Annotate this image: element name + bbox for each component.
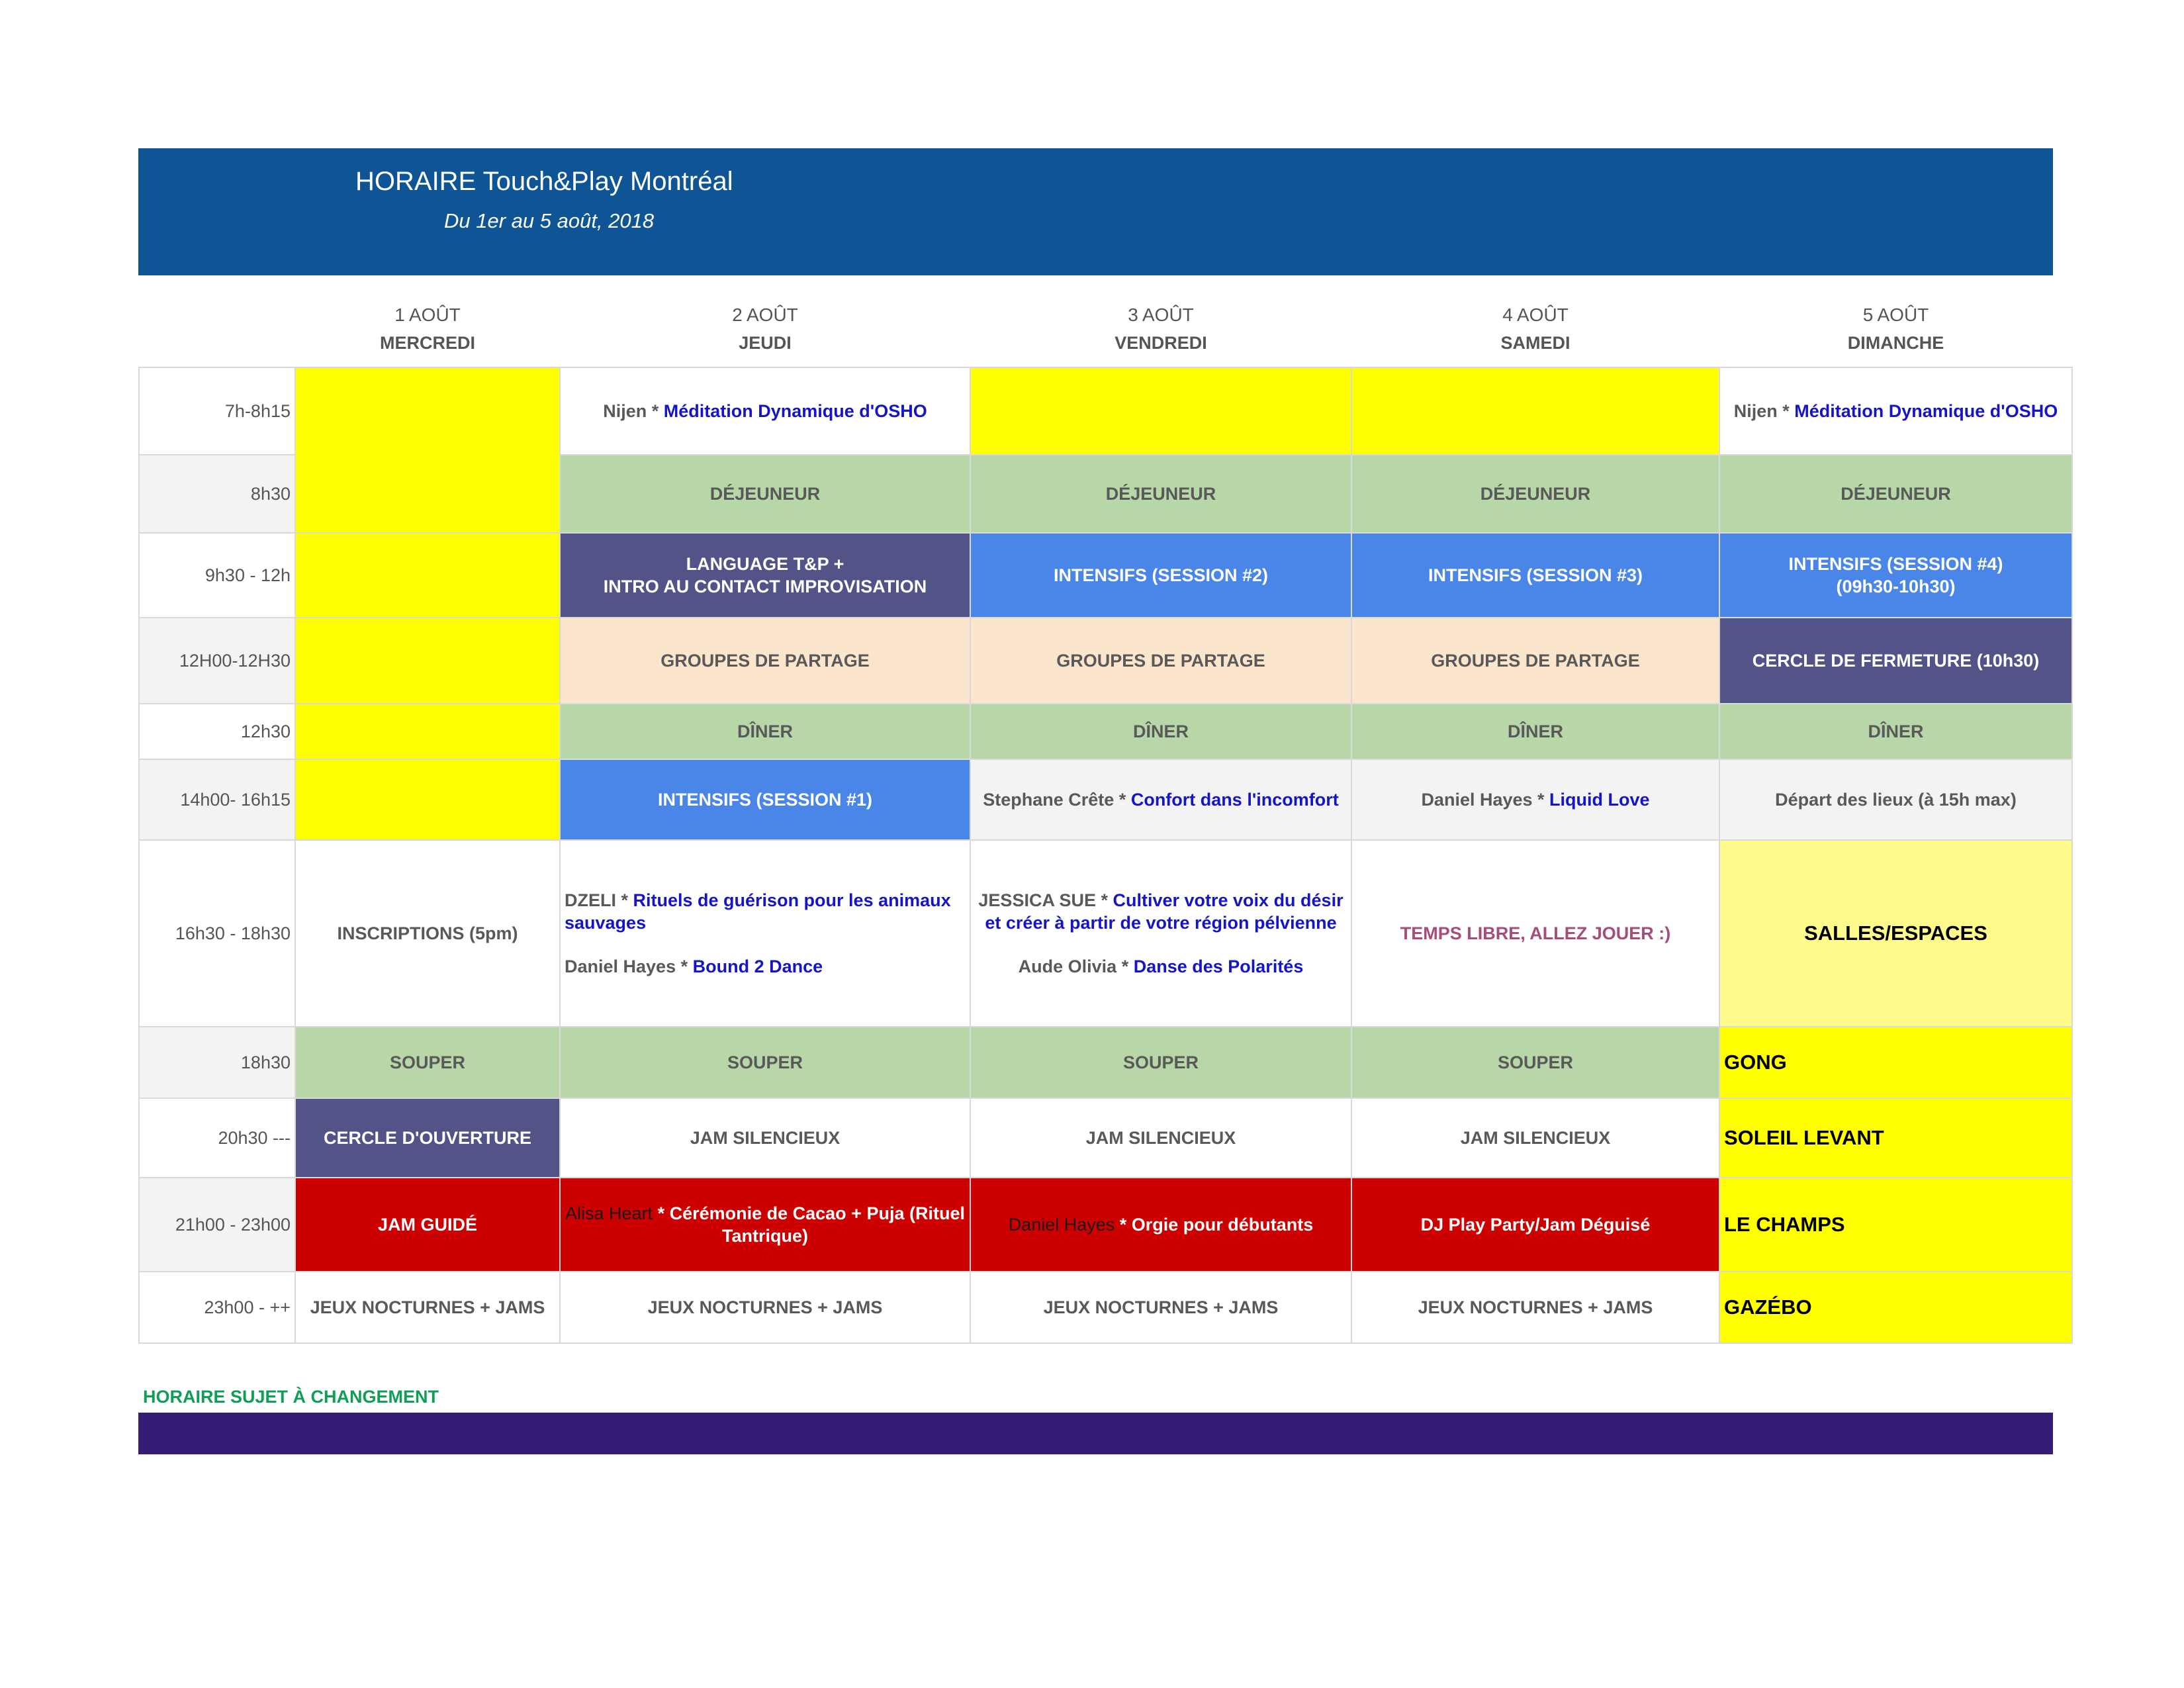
schedule-cell: INTENSIFS (SESSION #1) [560, 759, 970, 840]
page-title: HORAIRE Touch&Play Montréal [355, 167, 733, 196]
schedule-cell: DÎNER [1719, 704, 2072, 759]
schedule-cell-empty [970, 367, 1351, 455]
schedule-cell: JAM SILENCIEUX [1351, 1098, 1719, 1178]
schedule-cell: INTENSIFS (SESSION #3) [1351, 533, 1719, 618]
schedule-cell: JAM SILENCIEUX [970, 1098, 1351, 1178]
day-header-jeudi: 2 AOÛT JEUDI [732, 305, 798, 353]
schedule-cell: SOUPER [560, 1027, 970, 1098]
schedule-cell: DÉJEUNEUR [1719, 455, 2072, 533]
schedule-cell-venue: SALLES/ESPACES [1719, 840, 2072, 1027]
table-row [139, 1178, 2072, 1272]
day-header-dimanche: 5 AOÛT DIMANCHE [1847, 305, 1944, 353]
schedule-cell: SOUPER [1351, 1027, 1719, 1098]
schedule-cell: DÉJEUNEUR [970, 455, 1351, 533]
schedule-cell: JEUX NOCTURNES + JAMS [1351, 1272, 1719, 1343]
time-cell: 12h30 [139, 704, 295, 759]
schedule-cell: CERCLE D'OUVERTURE [295, 1098, 560, 1178]
schedule-cell-venue: LE CHAMPS [1719, 1178, 2072, 1272]
day-header-vendredi: 3 AOÛT VENDREDI [1115, 305, 1207, 353]
time-cell: 21h00 - 23h00 [139, 1178, 295, 1272]
time-header-empty [139, 291, 295, 367]
time-cell: 14h00- 16h15 [139, 759, 295, 840]
schedule-cell: Alisa Heart * Cérémonie de Cacao + Puja (Rituel Tantrique) [560, 1178, 970, 1272]
schedule-cell-empty [295, 704, 560, 759]
schedule-cell: DÉJEUNEUR [1351, 455, 1719, 533]
table-row [139, 618, 2072, 704]
schedule-cell: Daniel Hayes * Orgie pour débutants [970, 1178, 1351, 1272]
schedule-cell: Nijen * Méditation Dynamique d'OSHO [1719, 367, 2072, 455]
time-cell: 12H00-12H30 [139, 618, 295, 704]
change-notice: HORAIRE SUJET À CHANGEMENT [143, 1387, 439, 1407]
schedule-cell-empty [295, 367, 560, 533]
time-cell: 16h30 - 18h30 [139, 840, 295, 1027]
time-cell: 20h30 --- [139, 1098, 295, 1178]
schedule-cell-empty [295, 618, 560, 704]
schedule-cell: INTENSIFS (SESSION #4) (09h30-10h30) [1719, 533, 2072, 618]
table-row [139, 1272, 2072, 1343]
schedule-cell: CERCLE DE FERMETURE (10h30) [1719, 618, 2072, 704]
schedule-cell: DJ Play Party/Jam Déguisé [1351, 1178, 1719, 1272]
schedule-cell: INSCRIPTIONS (5pm) [295, 840, 560, 1027]
schedule-cell: JESSICA SUE * Cultiver votre voix du désir et créer à partir de votre région pélvienne Aude Olivia * Danse des Polarités [970, 840, 1351, 1027]
schedule-cell-empty [295, 759, 560, 840]
schedule-cell: GROUPES DE PARTAGE [560, 618, 970, 704]
schedule-cell: SOUPER [970, 1027, 1351, 1098]
time-cell: 23h00 - ++ [139, 1272, 295, 1343]
schedule-cell: DZELI * Rituels de guérison pour les animaux sauvages Daniel Hayes * Bound 2 Dance [560, 840, 970, 1027]
footer-bar [138, 1413, 2053, 1454]
schedule-cell: Départ des lieux (à 15h max) [1719, 759, 2072, 840]
schedule-cell: JAM GUIDÉ [295, 1178, 560, 1272]
table-row [139, 704, 2072, 759]
time-cell: 9h30 - 12h [139, 533, 295, 618]
table-row [139, 1027, 2072, 1098]
schedule-cell: JEUX NOCTURNES + JAMS [970, 1272, 1351, 1343]
table-row [139, 367, 2072, 455]
schedule-cell-venue: GAZÉBO [1719, 1272, 2072, 1343]
schedule-cell: Nijen * Méditation Dynamique d'OSHO [560, 367, 970, 455]
schedule-cell: Daniel Hayes * Liquid Love [1351, 759, 1719, 840]
day-header-mercredi: 1 AOÛT MERCREDI [379, 305, 475, 353]
table-row [139, 840, 2072, 1027]
table-row [139, 759, 2072, 840]
header-banner [138, 148, 2053, 275]
schedule-cell-venue: GONG [1719, 1027, 2072, 1098]
day-header-row [139, 291, 2072, 367]
schedule-cell: JEUX NOCTURNES + JAMS [560, 1272, 970, 1343]
schedule-cell: DÎNER [1351, 704, 1719, 759]
schedule-cell: INTENSIFS (SESSION #2) [970, 533, 1351, 618]
schedule-cell: TEMPS LIBRE, ALLEZ JOUER :) [1351, 840, 1719, 1027]
schedule-cell-empty [295, 533, 560, 618]
time-cell: 8h30 [139, 455, 295, 533]
schedule-cell: DÎNER [560, 704, 970, 759]
schedule-cell: GROUPES DE PARTAGE [1351, 618, 1719, 704]
day-header-samedi: 4 AOÛT SAMEDI [1500, 305, 1570, 353]
schedule-cell: JEUX NOCTURNES + JAMS [295, 1272, 560, 1343]
schedule-cell-empty [1351, 367, 1719, 455]
table-row [139, 1098, 2072, 1178]
schedule-cell: JAM SILENCIEUX [560, 1098, 970, 1178]
schedule-table [138, 291, 2073, 1344]
schedule-cell: GROUPES DE PARTAGE [970, 618, 1351, 704]
schedule-cell: LANGUAGE T&P + INTRO AU CONTACT IMPROVISATION [560, 533, 970, 618]
schedule-cell: DÉJEUNEUR [560, 455, 970, 533]
table-row [139, 533, 2072, 618]
schedule-cell: SOUPER [295, 1027, 560, 1098]
time-cell: 7h-8h15 [139, 367, 295, 455]
schedule-cell: Stephane Crête * Confort dans l'incomfort [970, 759, 1351, 840]
page-subtitle: Du 1er au 5 août, 2018 [444, 209, 655, 232]
schedule-cell: DÎNER [970, 704, 1351, 759]
time-cell: 18h30 [139, 1027, 295, 1098]
schedule-cell-venue: SOLEIL LEVANT [1719, 1098, 2072, 1178]
